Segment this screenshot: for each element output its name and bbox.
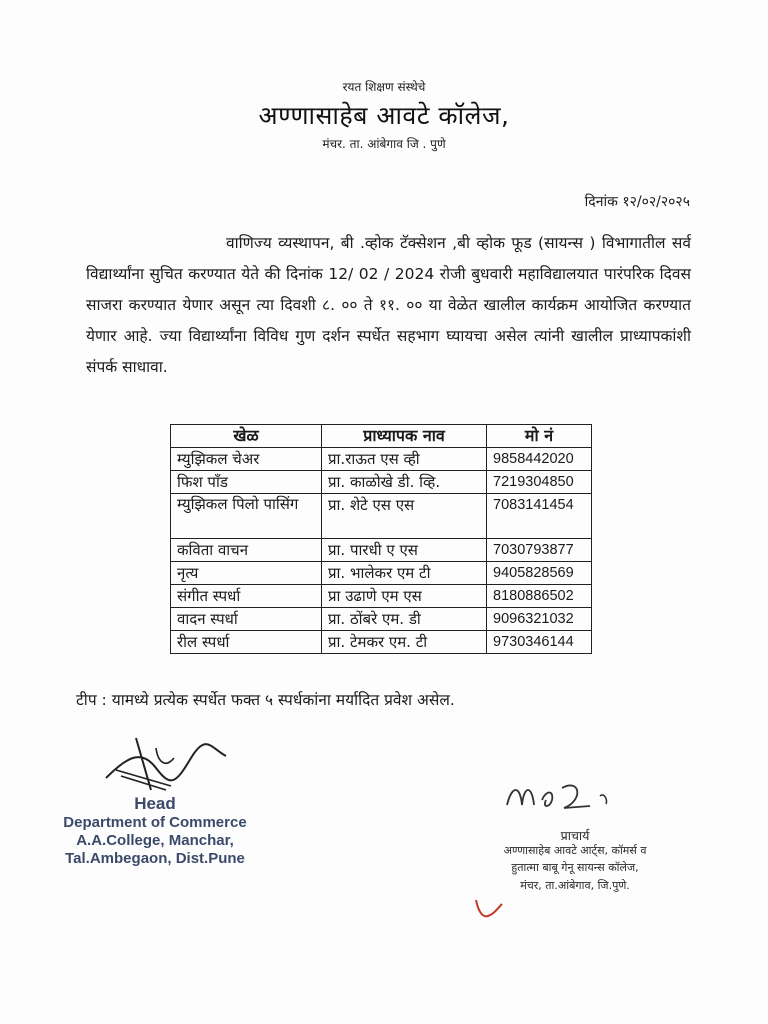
- column-header-professor: प्राध्यापक नाव: [322, 425, 487, 448]
- college-address: मंचर. ता. आंबेगाव जि . पुणे: [322, 137, 446, 151]
- table-row: [171, 585, 592, 608]
- professor-cell: प्रा. शेटे एस एस: [322, 494, 487, 539]
- principal-stamp-line: हुतात्मा बाबू गेनू सायन्स कॉलेज,: [511, 861, 639, 874]
- table-row: [171, 448, 592, 471]
- head-signature: [96, 728, 236, 798]
- principal-signature: [502, 770, 622, 820]
- mobile-cell: 9096321032: [487, 608, 592, 631]
- mobile-cell: 9405828569: [487, 562, 592, 585]
- event-cell: म्युझिकल पिलो पासिंग: [171, 494, 322, 539]
- event-cell: संगीत स्पर्धा: [171, 585, 322, 608]
- mobile-cell: 9730346144: [487, 631, 592, 654]
- professor-cell: प्रा. ठोंबरे एम. डी: [322, 608, 487, 631]
- mobile-cell: 9858442020: [487, 448, 592, 471]
- event-cell: कविता वाचन: [171, 539, 322, 562]
- table-header-row: [171, 425, 592, 448]
- professor-cell: प्रा. टेमकर एम. टी: [322, 631, 487, 654]
- notice-body: वाणिज्य व्यस्थापन, बी .व्होक टॅक्सेशन ,बी व्होक फूड (सायन्स ) विभागातील सर्व विद्यार्थ्यांना सुचित करण्यात येते की दिनांक 12/ 02 / 2024 रोजी बुधवारी महाविद्यालयात पारंपरिक दिवस साजरा करण्यात येणार असून त्या दिवशी ८. ०० ते ११. ०० या वेळेत खालील कार्यक्रम आयोजित करण्यात येणार आहे. ज्या विद्यार्थ्यांना विविध गुण दर्शन स्पर्धेत सहभाग घ्यायचा असेल त्यांनी खालील प्राध्यापकांशी संपर्क साधावा.: [86, 234, 691, 376]
- professor-cell: प्रा. भालेकर एम टी: [322, 562, 487, 585]
- table-row: [171, 608, 592, 631]
- mobile-cell: 7083141454: [487, 494, 592, 539]
- event-contact-table: [170, 424, 592, 654]
- event-cell: म्युझिकल चेअर: [171, 448, 322, 471]
- department-stamp-title: Head: [134, 794, 176, 813]
- mobile-cell: 7219304850: [487, 471, 592, 494]
- event-cell: रील स्पर्धा: [171, 631, 322, 654]
- notice-footnote: टीप : यामध्ये प्रत्येक स्पर्धेत फक्त ५ स्पर्धकांना मर्यादित प्रवेश असेल.: [76, 691, 455, 709]
- table-row: [171, 539, 592, 562]
- professor-cell: प्रा. काळोखे डी. व्हि.: [322, 471, 487, 494]
- principal-stamp-line: अण्णासाहेब आवटे आर्ट्स, कॉमर्स व: [503, 844, 647, 857]
- professor-cell: प्रा उढाणे एम एस: [322, 585, 487, 608]
- mobile-cell: 8180886502: [487, 585, 592, 608]
- event-cell: वादन स्पर्धा: [171, 608, 322, 631]
- table-row: [171, 494, 592, 539]
- event-cell: नृत्य: [171, 562, 322, 585]
- event-cell: फिश पॉंड: [171, 471, 322, 494]
- professor-cell: प्रा.राऊत एस व्ही: [322, 448, 487, 471]
- mobile-cell: 7030793877: [487, 539, 592, 562]
- college-name: अण्णासाहेब आवटे कॉलेज,: [258, 101, 510, 130]
- department-stamp-line: Department of Commerce: [63, 814, 247, 831]
- column-header-mobile: मो नं: [487, 425, 592, 448]
- table-row: [171, 471, 592, 494]
- principal-stamp-title: प्राचार्य: [560, 828, 590, 843]
- principal-stamp-line: मंचर, ता.आंबेगाव, जि.पुणे.: [520, 879, 630, 892]
- society-name: रयत शिक्षण संस्थेचे: [342, 80, 426, 94]
- table-row: [171, 562, 592, 585]
- department-stamp-line: A.A.College, Manchar,: [76, 832, 234, 849]
- red-check-mark: [470, 896, 510, 922]
- column-header-event: खेळ: [171, 425, 322, 448]
- notice-date: दिनांक १२/०२/२०२५: [584, 194, 690, 210]
- table-row: [171, 631, 592, 654]
- department-stamp-line: Tal.Ambegaon, Dist.Pune: [65, 850, 245, 867]
- professor-cell: प्रा. पारधी ए एस: [322, 539, 487, 562]
